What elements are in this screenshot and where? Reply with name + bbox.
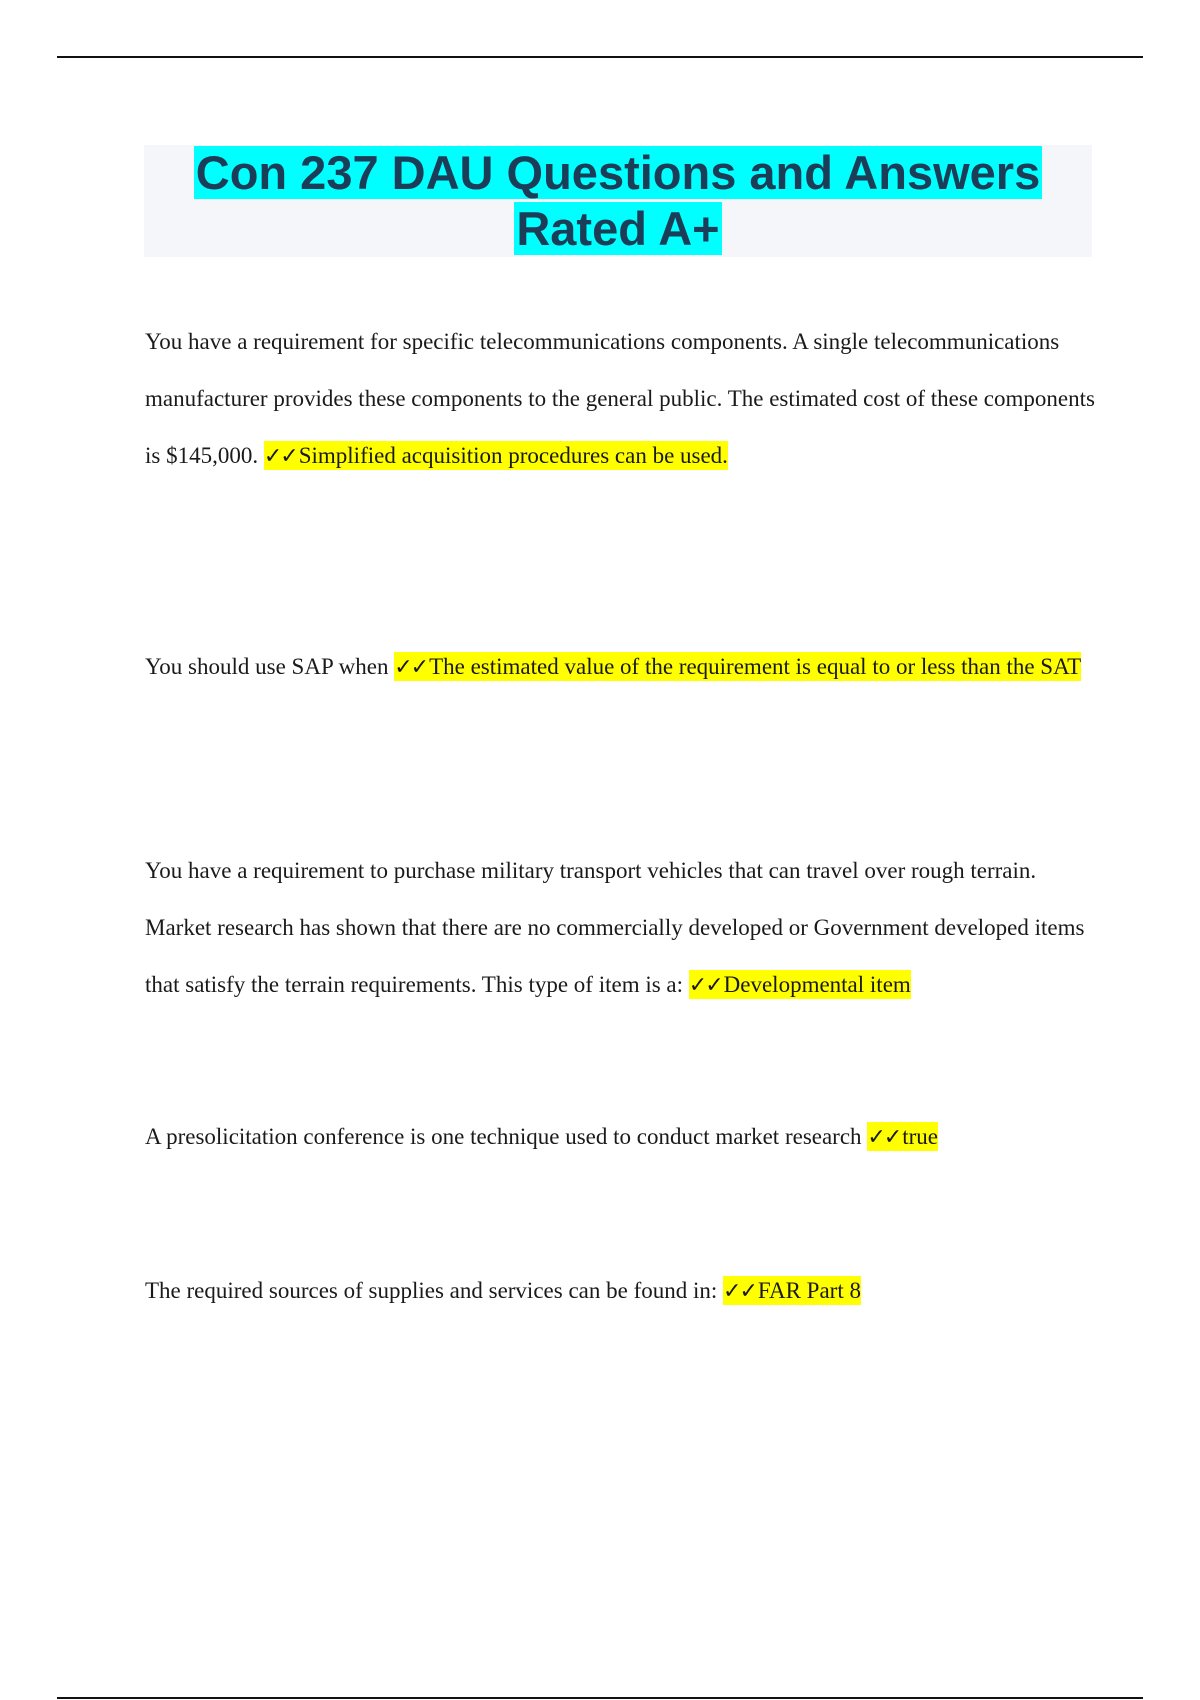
answer-text: FAR Part 8 — [757, 1278, 861, 1303]
bottom-rule — [57, 1697, 1143, 1699]
double-check-icon: ✓✓ — [394, 655, 428, 680]
title-line-2: Rated A+ — [516, 202, 720, 255]
answer-highlight — [689, 970, 911, 999]
title-line-1: Con 237 DAU Questions and Answers — [195, 146, 1041, 199]
question-text: You have a requirement to purchase military transport vehicles that can travel over rough terrain. Market research has shown that there are no commercially developed or Government developed items that satisfy the terrain requirements. This type of item is a: — [145, 858, 1085, 997]
qa-item-5 — [145, 1262, 1095, 1320]
answer-text: Developmental item — [723, 972, 911, 997]
question-text: The required sources of supplies and services can be found in: — [145, 1278, 718, 1303]
document-title — [144, 145, 1092, 257]
answer-highlight — [867, 1122, 938, 1151]
qa-item-3 — [145, 842, 1095, 1014]
answer-highlight — [264, 441, 728, 470]
double-check-icon: ✓✓ — [688, 973, 722, 998]
question-text: A presolicitation conference is one technique used to conduct market research — [145, 1124, 862, 1149]
top-rule — [57, 56, 1143, 58]
double-check-icon: ✓✓ — [867, 1125, 901, 1150]
answer-text: true — [902, 1124, 938, 1149]
answer-highlight — [394, 652, 1081, 681]
question-text: You should use SAP when — [145, 654, 389, 679]
answer-highlight — [723, 1276, 861, 1305]
qa-item-2 — [145, 638, 1095, 696]
answer-text: Simplified acquisition procedures can be used. — [298, 443, 728, 468]
qa-item-1 — [145, 313, 1095, 485]
double-check-icon: ✓✓ — [263, 444, 297, 469]
qa-item-4 — [145, 1108, 1095, 1166]
question-text: You have a requirement for specific telecommunications components. A single telecommunications manufacturer provides these components to the general public. The estimated cost of these components is $145,000. — [145, 329, 1095, 468]
double-check-icon: ✓✓ — [723, 1279, 756, 1304]
answer-text: The estimated value of the requirement is equal to or less than the SAT — [429, 654, 1082, 679]
